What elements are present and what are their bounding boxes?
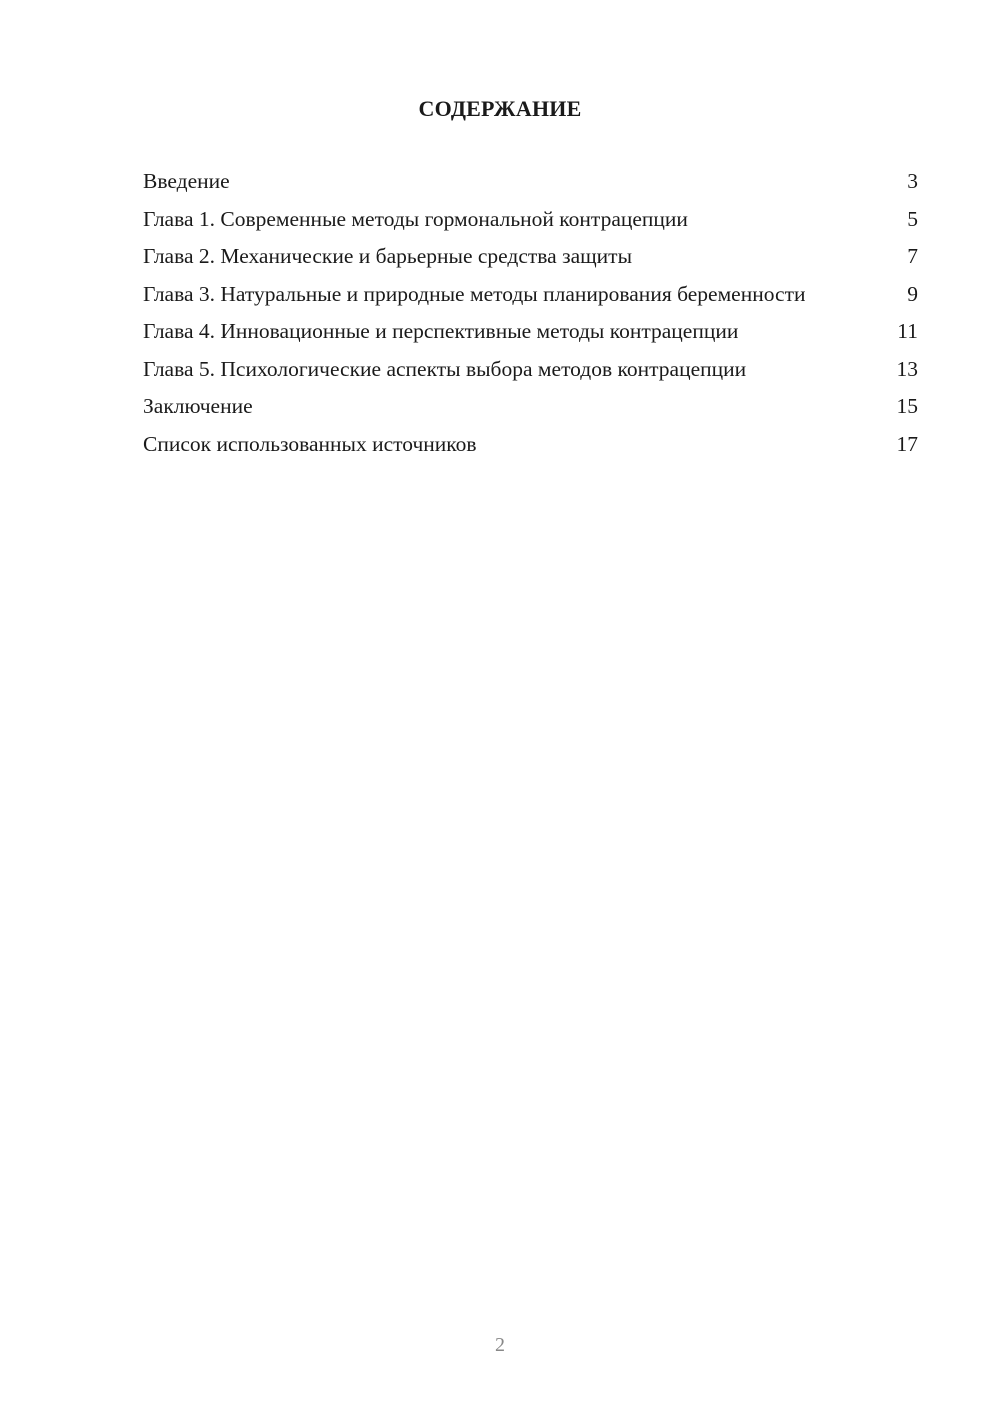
toc-entry-chapter-4[interactable]	[143, 318, 918, 345]
toc-entry-page: 17	[896, 431, 918, 456]
toc-entry-page: 7	[907, 244, 918, 268]
toc-entry-page: 9	[907, 281, 918, 306]
page-number: 2	[495, 1334, 505, 1356]
toc-entry-text: Глава 2. Механические и барьерные средства защиты	[143, 244, 633, 268]
toc-entry-text: Глава 1. Современные методы гормональной контрацепции	[143, 206, 688, 231]
toc-entry-text: Введение	[143, 169, 230, 193]
toc-entry-text: Глава 5. Психологические аспекты выбора методов контрацепции	[143, 356, 747, 381]
toc-entry-text: Заключение	[143, 394, 253, 418]
toc-heading-text: СОДЕРЖАНИЕ	[418, 96, 582, 121]
toc-entry-text: Глава 4. Инновационные и перспективные методы контрацепции	[143, 319, 739, 343]
toc-entry-text: Список использованных источников	[143, 431, 477, 456]
toc-entry-page: 3	[907, 169, 918, 193]
toc-entry-chapter-3[interactable]	[143, 281, 918, 308]
toc-entry-references[interactable]	[143, 431, 918, 458]
toc-entry-chapter-1[interactable]	[143, 206, 918, 233]
toc-entry-page: 5	[907, 206, 918, 231]
toc-entry-conclusion[interactable]	[143, 393, 918, 420]
toc-entry-page: 13	[896, 356, 918, 381]
toc-entry-page: 15	[896, 394, 918, 418]
toc-entry-chapter-5[interactable]	[143, 356, 918, 383]
toc-entry-text: Глава 3. Натуральные и природные методы планирования беременности	[143, 281, 806, 306]
table-of-contents	[143, 168, 918, 468]
toc-heading	[0, 96, 1000, 122]
toc-entry-page: 11	[897, 319, 918, 343]
toc-entry-introduction[interactable]	[143, 168, 918, 195]
toc-entry-chapter-2[interactable]	[143, 243, 918, 270]
